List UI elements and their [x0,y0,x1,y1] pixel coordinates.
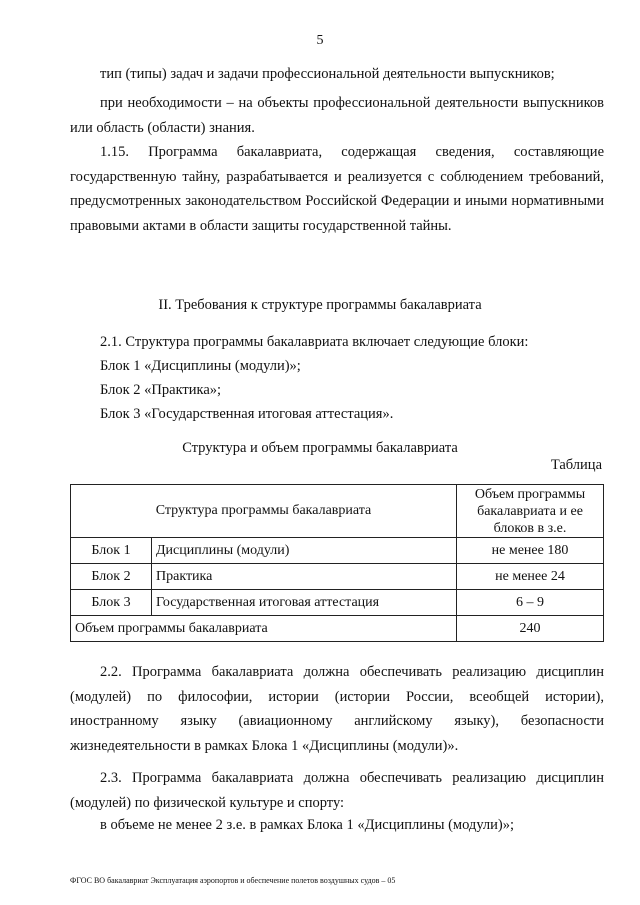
total-value: 240 [457,616,604,642]
table-label: Таблица [550,457,602,473]
cell-name: Государственная итоговая аттестация [152,590,457,616]
paragraph-2-2: 2.2. Программа бакалавриата должна обеспечивать реализацию дисциплин (модулей) по философии, истории (истории России, всеобщей истории), иностранному языку (авиационному английскому языку), безопасности жизнедеятельности в рамках Блока 1 «Дисциплины (модули)». [70,664,604,754]
cell-block: Блок 3 [71,590,152,616]
header-volume: Объем программы бакалавриата и ее блоков в з.е. [457,485,604,538]
list-item-block-1: Блок 1 «Дисциплины (модули)»; [100,358,301,374]
page-footer: ФГОС ВО бакалавриат Эксплуатация аэропортов и обеспечение полетов воздушных судов – 05 [70,876,396,885]
header-structure: Структура программы бакалавриата [71,485,457,538]
cell-volume: 6 – 9 [457,590,604,616]
table-header-row [71,485,604,538]
table-row [71,590,604,616]
cell-volume: не менее 24 [457,564,604,590]
paragraph-2-3-item: в объеме не менее 2 з.е. в рамках Блока 1 «Дисциплины (модули)»; [100,817,515,833]
section-title: II. Требования к структуре программы бакалавриата [158,297,482,313]
total-label: Объем программы бакалавриата [71,616,457,642]
paragraph-if-necessary: при необходимости – на объекты профессиональной деятельности выпускников или область (области) знания. [70,95,604,136]
table-title: Структура и объем программы бакалавриата [182,440,458,456]
table-row [71,564,604,590]
paragraph-2-1: 2.1. Структура программы бакалавриата включает следующие блоки: [100,334,529,350]
table-total-row [71,616,604,642]
list-item-block-3: Блок 3 «Государственная итоговая аттестация». [100,406,394,422]
paragraph-2-3: 2.3. Программа бакалавриата должна обеспечивать реализацию дисциплин (модулей) по физической культуре и спорту: [70,770,604,811]
list-item-block-2: Блок 2 «Практика»; [100,382,222,398]
cell-name: Дисциплины (модули) [152,538,457,564]
cell-name: Практика [152,564,457,590]
paragraph-1-15: 1.15. Программа бакалавриата, содержащая сведения, составляющие государственную тайну, разрабатывается и реализуется с соблюдением требований, предусмотренных законодательством Российской Федерации и иными нормативными правовыми актами в области защиты государственной тайны. [70,144,604,234]
table-row [71,538,604,564]
structure-table [70,484,604,642]
page-number: 5 [316,33,324,48]
cell-block: Блок 2 [71,564,152,590]
cell-volume: не менее 180 [457,538,604,564]
paragraph-task-types: тип (типы) задач и задачи профессиональной деятельности выпускников; [100,66,555,82]
cell-block: Блок 1 [71,538,152,564]
